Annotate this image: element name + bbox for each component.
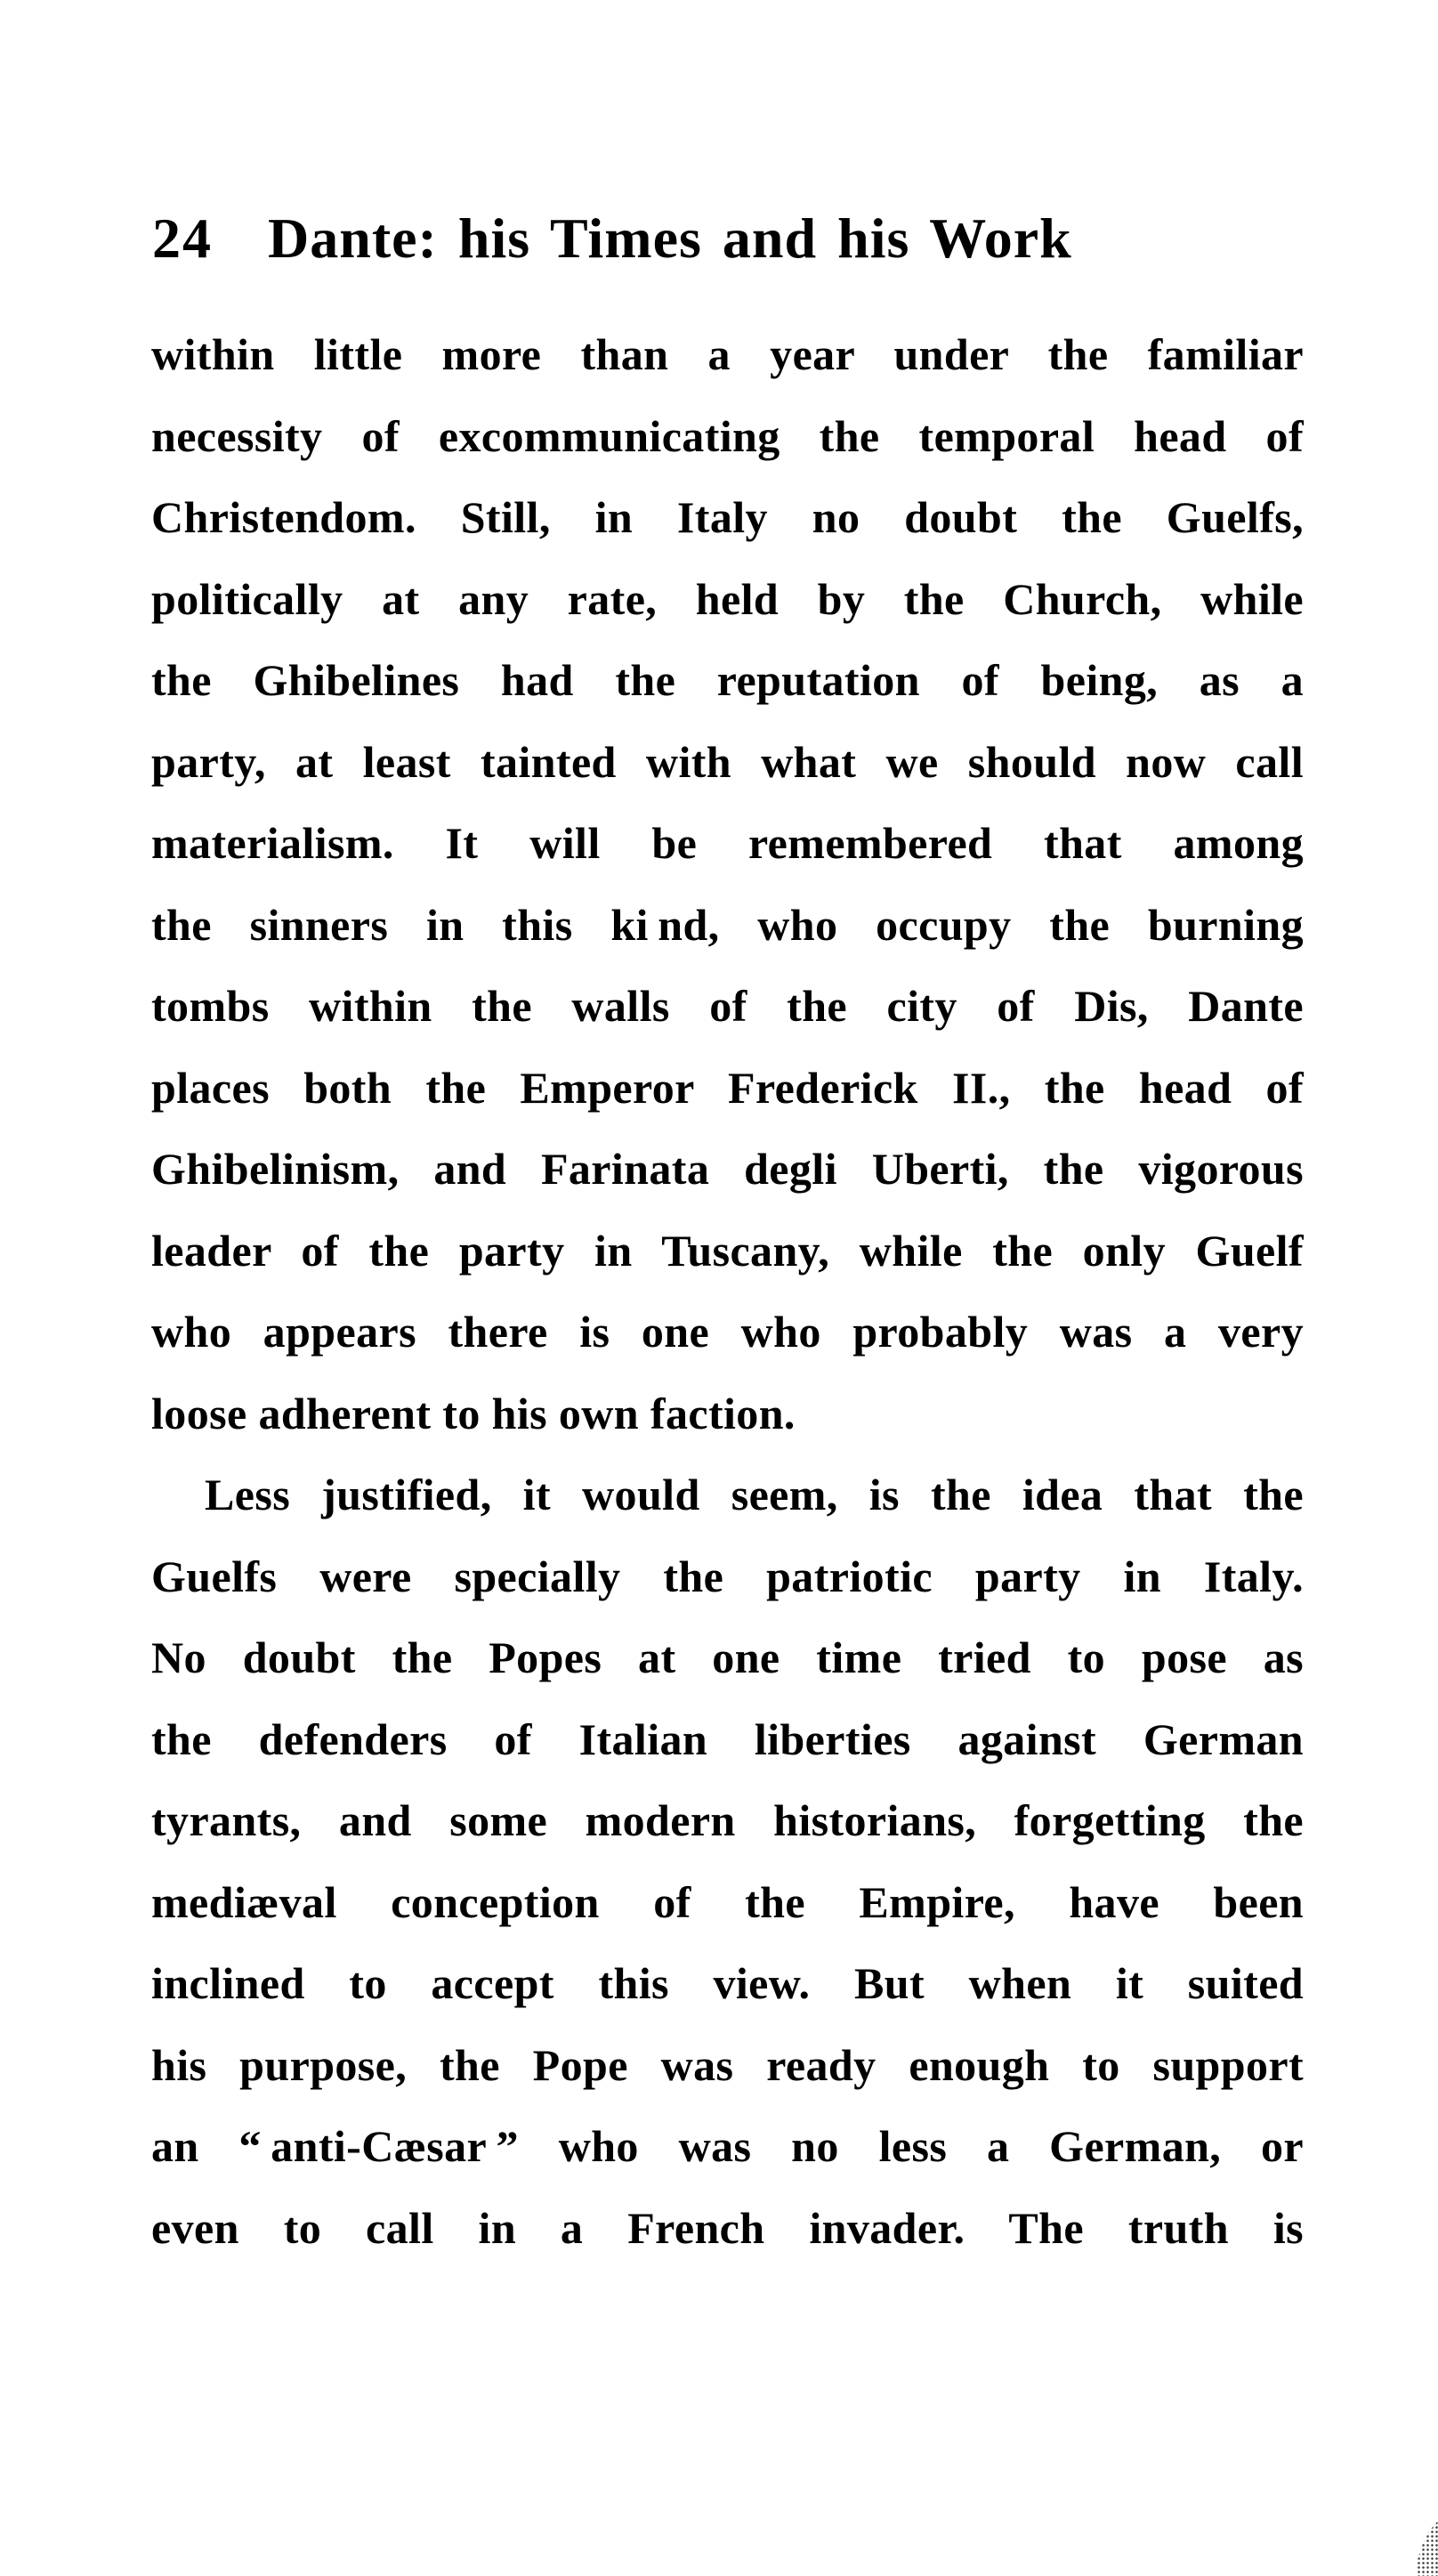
text-line: Ghibelinism, and Farinata degli Uberti, the vigorous (151, 1144, 1304, 1194)
scan-artifact-speckle (1417, 2521, 1438, 2576)
text-line: loose adherent to his own faction. (151, 1388, 796, 1438)
text-line: places both the Emperor Frederick II., the head of (151, 1062, 1304, 1113)
text-line: his purpose, the Pope was ready enough to support (151, 2039, 1304, 2090)
text-line: the Ghibelines had the reputation of being, as a (151, 655, 1304, 705)
text-line: No doubt the Popes at one time tried to pose as (151, 1632, 1304, 1682)
text-line: the sinners in this ki nd, who occupy the burning (151, 899, 1304, 950)
text-line: even to call in a French invader. The truth is (151, 2202, 1304, 2253)
text-line: an “ anti-Cæsar ” who was no less a German, or (151, 2121, 1304, 2171)
text-line: mediæval conception of the Empire, have been (151, 1876, 1304, 1927)
text-line: within little more than a year under the familiar (151, 329, 1304, 379)
body-text (151, 314, 1304, 2269)
running-title: Dante: his Times and his Work (268, 207, 1072, 270)
text-line: leader of the party in Tuscany, while the only Guelf (151, 1225, 1304, 1276)
running-header (152, 207, 1072, 270)
text-line: party, at least tainted with what we should now call (151, 736, 1304, 787)
text-line: tyrants, and some modern historians, forgetting the (151, 1795, 1304, 1845)
text-line: Less justified, it would seem, is the idea that the (205, 1470, 1304, 1519)
text-line: Christendom. Still, in Italy no doubt the Guelfs, (151, 492, 1304, 542)
text-line: who appears there is one who probably was a very (151, 1307, 1304, 1357)
page-number: 24 (152, 207, 213, 270)
text-line: tombs within the walls of the city of Dis, Dante (151, 981, 1304, 1031)
text-line: inclined to accept this view. But when it suited (151, 1958, 1304, 2008)
text-line: politically at any rate, held by the Church, while (151, 573, 1304, 624)
text-line: the defenders of Italian liberties against German (151, 1713, 1304, 1764)
text-line: necessity of excommunicating the temporal head of (151, 410, 1304, 461)
text-line: materialism. It will be remembered that among (151, 818, 1304, 868)
text-line: Guelfs were specially the patriotic party in Italy. (151, 1551, 1304, 1601)
